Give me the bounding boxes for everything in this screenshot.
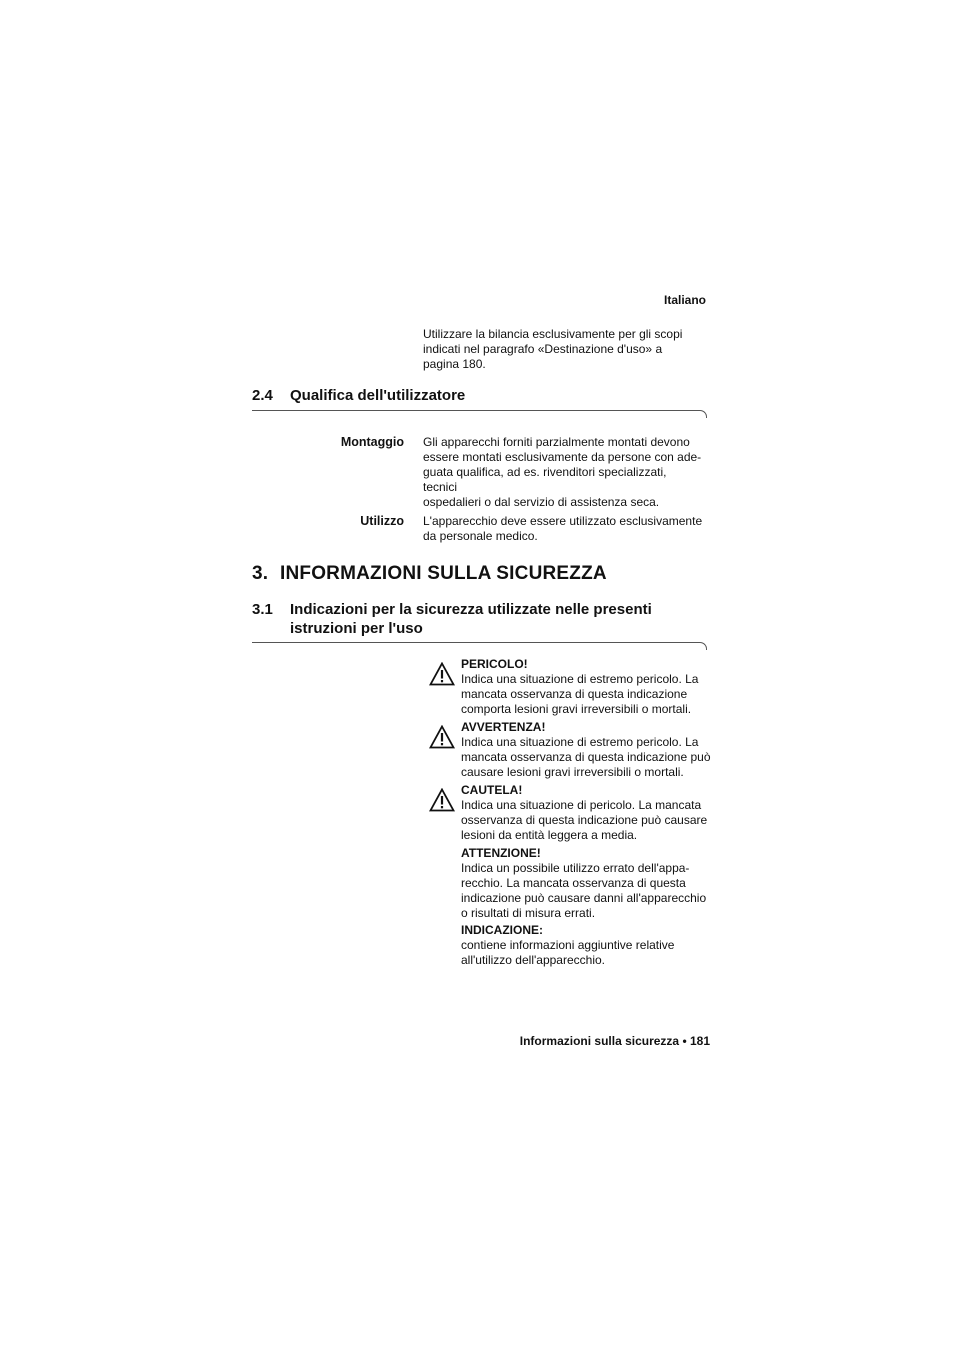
warning-triangle-icon — [429, 788, 455, 812]
note-line: causare lesioni gravi irreversibili o mortali. — [461, 765, 684, 779]
intro-line: indicati nel paragrafo «Destinazione d'uso» a — [423, 342, 663, 356]
intro-line: Utilizzare la bilancia esclusivamente per gli scopi — [423, 327, 683, 341]
note-cautela — [461, 783, 711, 843]
chapter-3-heading — [252, 563, 607, 585]
note-line: Indica una situazione di pericolo. La mancata — [461, 798, 702, 812]
section-rule — [252, 410, 700, 411]
note-line: mancata osservanza di questa indicazione — [461, 687, 688, 701]
section-rule-hook — [699, 410, 707, 418]
chapter-number: 3. — [252, 563, 269, 584]
section-rule-hook — [699, 642, 707, 650]
note-title: AVVERTENZA! — [461, 720, 546, 734]
section-title: Qualifica dell'utilizzatore — [290, 387, 466, 404]
intro-line: pagina 180. — [423, 357, 486, 371]
note-pericolo — [461, 657, 711, 717]
warning-triangle-icon — [429, 725, 455, 749]
section-number: 3.1 — [252, 601, 273, 618]
section-3-1-heading — [252, 600, 712, 638]
header-language: Italiano — [663, 293, 706, 307]
note-line: contiene informazioni aggiuntive relative — [461, 938, 675, 952]
note-line: mancata osservanza di questa indicazione può — [461, 750, 711, 764]
paragraph-line: da personale medico. — [423, 529, 538, 543]
note-line: Indica una situazione di estremo pericolo. La — [461, 672, 699, 686]
montaggio-label: Montaggio — [340, 435, 404, 449]
page-footer: Informazioni sulla sicurezza • 181 — [519, 1034, 710, 1048]
paragraph-line: ospedalieri o dal servizio di assistenza seca. — [423, 495, 660, 509]
paragraph-line: guata qualifica, ad es. rivenditori specializzati, tecnici — [423, 465, 667, 494]
note-line: Indica una situazione di estremo pericolo. La — [461, 735, 699, 749]
section-rule — [252, 642, 700, 643]
note-line: all'utilizzo dell'apparecchio. — [461, 953, 605, 967]
note-line: lesioni da entità leggera a media. — [461, 828, 638, 842]
note-line: o risultati di misura errati. — [461, 906, 596, 920]
note-indicazione — [461, 923, 711, 968]
warning-triangle-icon — [429, 662, 455, 686]
montaggio-paragraph — [423, 435, 703, 510]
note-line: recchio. La mancata osservanza di questa — [461, 876, 686, 890]
section-title-line: Indicazioni per la sicurezza utilizzate nelle presenti — [290, 601, 652, 618]
note-title: ATTENZIONE! — [461, 846, 541, 860]
note-line: indicazione può causare danni all'apparecchio — [461, 891, 707, 905]
note-line: Indica un possibile utilizzo errato dell'appa- — [461, 861, 690, 875]
utilizzo-label: Utilizzo — [360, 514, 404, 528]
paragraph-line: Gli apparecchi forniti parzialmente montati devono — [423, 435, 690, 449]
section-number: 2.4 — [252, 387, 273, 404]
section-2-4-heading — [252, 386, 465, 405]
note-line: osservanza di questa indicazione può causare — [461, 813, 708, 827]
intro-paragraph — [423, 327, 693, 372]
note-title: CAUTELA! — [461, 783, 523, 797]
note-line: comporta lesioni gravi irreversibili o mortali. — [461, 702, 692, 716]
utilizzo-paragraph — [423, 514, 703, 544]
note-title: INDICAZIONE: — [461, 923, 543, 937]
note-avvertenza — [461, 720, 711, 780]
note-attenzione — [461, 846, 711, 921]
chapter-title: INFORMAZIONI SULLA SICUREZZA — [280, 563, 607, 584]
paragraph-line: L'apparecchio deve essere utilizzato esclusivamente — [423, 514, 703, 528]
note-title: PERICOLO! — [461, 657, 528, 671]
paragraph-line: essere montati esclusivamente da persone con ade- — [423, 450, 702, 464]
section-title-line: istruzioni per l'uso — [290, 620, 423, 637]
